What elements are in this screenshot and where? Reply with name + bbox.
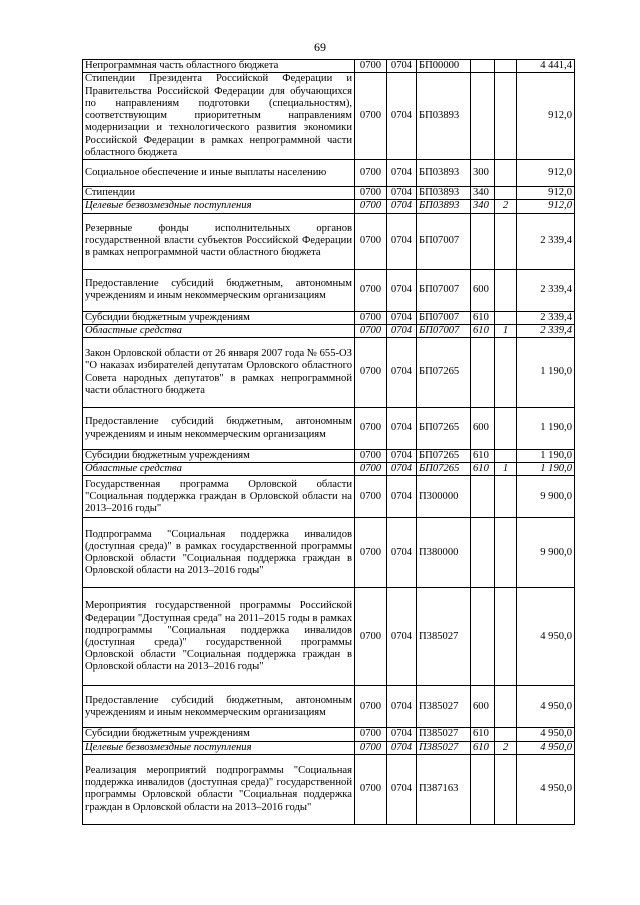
subsection-code: 0704 — [387, 476, 417, 518]
row-name: Государственная программа Орловской области "Социальная поддержка граждан в Орловской области на 2013–2016 годы" — [83, 476, 355, 518]
section-code: 0700 — [355, 187, 387, 200]
expense-type-code: 340 — [471, 200, 495, 213]
target-article-code: П385027 — [417, 728, 471, 741]
funding-source-code: 2 — [495, 200, 517, 213]
expense-type-code: 300 — [471, 160, 495, 187]
amount: 4 950,0 — [517, 686, 575, 728]
expense-type-code — [471, 588, 495, 686]
funding-source-code — [495, 588, 517, 686]
subsection-code: 0704 — [387, 269, 417, 311]
table-row — [83, 60, 575, 73]
target-article-code: БП07265 — [417, 450, 471, 463]
subsection-code: 0704 — [387, 686, 417, 728]
expense-type-code — [471, 338, 495, 408]
subsection-code: 0704 — [387, 338, 417, 408]
table-row — [83, 213, 575, 269]
funding-source-code — [495, 187, 517, 200]
expense-type-code — [471, 60, 495, 73]
row-name: Областные средства — [83, 463, 355, 476]
table-row — [83, 160, 575, 187]
section-code: 0700 — [355, 728, 387, 741]
section-code: 0700 — [355, 338, 387, 408]
section-code: 0700 — [355, 160, 387, 187]
section-code: 0700 — [355, 213, 387, 269]
target-article-code: БП03893 — [417, 200, 471, 213]
subsection-code: 0704 — [387, 518, 417, 588]
table-row — [83, 754, 575, 824]
table-row — [83, 463, 575, 476]
section-code: 0700 — [355, 588, 387, 686]
amount: 4 950,0 — [517, 588, 575, 686]
funding-source-code — [495, 754, 517, 824]
target-article-code: БП03893 — [417, 73, 471, 160]
subsection-code: 0704 — [387, 311, 417, 324]
row-name: Мероприятия государственной программы Российской Федерации "Доступная среда" на 2011–2015 годы в рамках подпрограммы "Социальная поддержка инвалидов (доступная среда)" государственной программы Орловской области "Социальная поддержка граждан в Орловской области на 2013–2016 годы" — [83, 588, 355, 686]
target-article-code: БП07007 — [417, 311, 471, 324]
table-row — [83, 200, 575, 213]
subsection-code: 0704 — [387, 200, 417, 213]
section-code: 0700 — [355, 518, 387, 588]
funding-source-code: 2 — [495, 741, 517, 754]
target-article-code: П387163 — [417, 754, 471, 824]
expense-type-code: 610 — [471, 463, 495, 476]
funding-source-code — [495, 160, 517, 187]
amount: 912,0 — [517, 160, 575, 187]
target-article-code: БП07265 — [417, 338, 471, 408]
funding-source-code — [495, 338, 517, 408]
row-name: Закон Орловской области от 26 января 2007 года № 655-ОЗ "О наказах избирателей депутатам Орловского областного Совета народных депутатов" в рамках непрограммной части областного бюджета — [83, 338, 355, 408]
amount: 2 339,4 — [517, 269, 575, 311]
funding-source-code — [495, 408, 517, 450]
expense-type-code — [471, 213, 495, 269]
table-row — [83, 476, 575, 518]
expense-type-code — [471, 518, 495, 588]
section-code: 0700 — [355, 463, 387, 476]
table-row — [83, 408, 575, 450]
subsection-code: 0704 — [387, 741, 417, 754]
target-article-code: БП07007 — [417, 213, 471, 269]
amount: 1 190,0 — [517, 463, 575, 476]
table-row — [83, 518, 575, 588]
amount: 912,0 — [517, 187, 575, 200]
amount: 4 950,0 — [517, 754, 575, 824]
row-name: Областные средства — [83, 324, 355, 337]
funding-source-code — [495, 269, 517, 311]
funding-source-code — [495, 518, 517, 588]
target-article-code: БП07265 — [417, 463, 471, 476]
funding-source-code — [495, 60, 517, 73]
section-code: 0700 — [355, 741, 387, 754]
funding-source-code — [495, 728, 517, 741]
target-article-code: БП03893 — [417, 187, 471, 200]
amount: 4 441,4 — [517, 60, 575, 73]
row-name: Предоставление субсидий бюджетным, автономным учреждениям и иным некоммерческим организациям — [83, 686, 355, 728]
amount: 912,0 — [517, 200, 575, 213]
target-article-code: П385027 — [417, 686, 471, 728]
row-name: Субсидии бюджетным учреждениям — [83, 450, 355, 463]
row-name: Предоставление субсидий бюджетным, автономным учреждениям и иным некоммерческим организациям — [83, 269, 355, 311]
amount: 1 190,0 — [517, 408, 575, 450]
table-row — [83, 588, 575, 686]
row-name: Реализация мероприятий подпрограммы "Социальная поддержка инвалидов (доступная среда)" государственной программы Орловской области "Социальная поддержка граждан в Орловской области на 2013–2016 годы" — [83, 754, 355, 824]
row-name: Резервные фонды исполнительных органов государственной власти субъектов Российской Федерации в рамках непрограммной части областного бюджета — [83, 213, 355, 269]
section-code: 0700 — [355, 686, 387, 728]
section-code: 0700 — [355, 60, 387, 73]
expense-type-code — [471, 73, 495, 160]
target-article-code: П380000 — [417, 518, 471, 588]
section-code: 0700 — [355, 476, 387, 518]
table-row — [83, 324, 575, 337]
row-name: Стипендии Президента Российской Федерации и Правительства Российской Федерации для обучающихся по направлениям подготовки (специальностям), соответствующим приоритетным направлениям модернизации и технологического развития экономики Российской Федерации в рамках непрограммной части областного бюджета — [83, 73, 355, 160]
amount: 9 900,0 — [517, 476, 575, 518]
expense-type-code: 610 — [471, 741, 495, 754]
table-row — [83, 338, 575, 408]
amount: 4 950,0 — [517, 728, 575, 741]
section-code: 0700 — [355, 269, 387, 311]
expense-type-code — [471, 754, 495, 824]
subsection-code: 0704 — [387, 463, 417, 476]
subsection-code: 0704 — [387, 408, 417, 450]
expense-type-code: 600 — [471, 269, 495, 311]
table-row — [83, 311, 575, 324]
funding-source-code — [495, 73, 517, 160]
section-code: 0700 — [355, 73, 387, 160]
table-row — [83, 686, 575, 728]
section-code: 0700 — [355, 311, 387, 324]
expense-type-code — [471, 476, 495, 518]
funding-source-code: 1 — [495, 324, 517, 337]
table-row — [83, 450, 575, 463]
amount: 2 339,4 — [517, 324, 575, 337]
row-name: Субсидии бюджетным учреждениям — [83, 311, 355, 324]
funding-source-code — [495, 686, 517, 728]
budget-table — [82, 59, 575, 825]
section-code: 0700 — [355, 200, 387, 213]
target-article-code: П385027 — [417, 741, 471, 754]
table-row — [83, 269, 575, 311]
funding-source-code — [495, 476, 517, 518]
expense-type-code: 610 — [471, 450, 495, 463]
row-name: Целевые безвозмездные поступления — [83, 200, 355, 213]
subsection-code: 0704 — [387, 60, 417, 73]
expense-type-code: 340 — [471, 187, 495, 200]
section-code: 0700 — [355, 324, 387, 337]
amount: 912,0 — [517, 73, 575, 160]
row-name: Социальное обеспечение и иные выплаты населению — [83, 160, 355, 187]
row-name: Стипендии — [83, 187, 355, 200]
subsection-code: 0704 — [387, 324, 417, 337]
row-name: Подпрограмма "Социальная поддержка инвалидов (доступная среда)" в рамках государственной программы Орловской области "Социальная поддержка граждан в Орловской области на 2013–2016 годы" — [83, 518, 355, 588]
amount: 2 339,4 — [517, 311, 575, 324]
row-name: Субсидии бюджетным учреждениям — [83, 728, 355, 741]
section-code: 0700 — [355, 408, 387, 450]
target-article-code: БП07265 — [417, 408, 471, 450]
subsection-code: 0704 — [387, 450, 417, 463]
subsection-code: 0704 — [387, 588, 417, 686]
subsection-code: 0704 — [387, 213, 417, 269]
row-name: Предоставление субсидий бюджетным, автономным учреждениям и иным некоммерческим организациям — [83, 408, 355, 450]
section-code: 0700 — [355, 450, 387, 463]
subsection-code: 0704 — [387, 73, 417, 160]
expense-type-code: 610 — [471, 311, 495, 324]
amount: 2 339,4 — [517, 213, 575, 269]
page-number: 69 — [314, 40, 326, 54]
target-article-code: БП07007 — [417, 269, 471, 311]
expense-type-code: 600 — [471, 686, 495, 728]
amount: 1 190,0 — [517, 450, 575, 463]
table-row — [83, 741, 575, 754]
amount: 4 950,0 — [517, 741, 575, 754]
amount: 1 190,0 — [517, 338, 575, 408]
table-row — [83, 73, 575, 160]
funding-source-code — [495, 213, 517, 269]
target-article-code: БП07007 — [417, 324, 471, 337]
row-name: Непрограммная часть областного бюджета — [83, 60, 355, 73]
subsection-code: 0704 — [387, 160, 417, 187]
funding-source-code — [495, 450, 517, 463]
subsection-code: 0704 — [387, 187, 417, 200]
target-article-code: БП00000 — [417, 60, 471, 73]
target-article-code: П300000 — [417, 476, 471, 518]
table-row — [83, 728, 575, 741]
expense-type-code: 610 — [471, 324, 495, 337]
expense-type-code: 600 — [471, 408, 495, 450]
row-name: Целевые безвозмездные поступления — [83, 741, 355, 754]
target-article-code: БП03893 — [417, 160, 471, 187]
target-article-code: П385027 — [417, 588, 471, 686]
funding-source-code — [495, 311, 517, 324]
expense-type-code: 610 — [471, 728, 495, 741]
subsection-code: 0704 — [387, 754, 417, 824]
subsection-code: 0704 — [387, 728, 417, 741]
amount: 9 900,0 — [517, 518, 575, 588]
table-row — [83, 187, 575, 200]
funding-source-code: 1 — [495, 463, 517, 476]
section-code: 0700 — [355, 754, 387, 824]
